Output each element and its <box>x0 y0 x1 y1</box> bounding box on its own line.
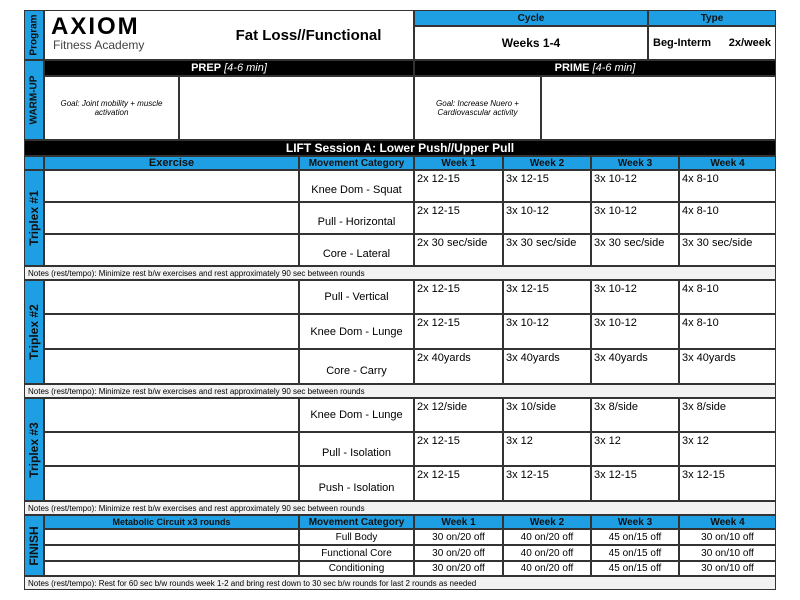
triplex3-w4-2: 3x 12 <box>679 432 776 466</box>
finish-w1-2: 30 on/20 off <box>414 545 503 561</box>
finish-week1-header: Week 1 <box>414 515 503 529</box>
triplex3-category-1: Knee Dom - Lunge <box>299 398 414 432</box>
triplex1-category-3: Core - Lateral <box>299 234 414 266</box>
prime-header <box>414 60 776 76</box>
triplex2-category-1: Pull - Vertical <box>299 280 414 314</box>
type-value <box>648 26 776 60</box>
triplex1-w1-2: 2x 12-15 <box>414 202 503 234</box>
triplex3-w4-3: 3x 12-15 <box>679 466 776 501</box>
finish-w2-3: 40 on/20 off <box>503 561 591 576</box>
session-title: LIFT Session A: Lower Push//Upper Pull <box>24 140 776 156</box>
triplex1-exercise-3[interactable] <box>44 234 299 266</box>
triplex1-w1-3: 2x 30 sec/side <box>414 234 503 266</box>
triplex2-w3-2: 3x 10-12 <box>591 314 679 349</box>
finish-w2-1: 40 on/20 off <box>503 529 591 545</box>
triplex3-category-3: Push - Isolation <box>299 466 414 501</box>
finish-w4-3: 30 on/10 off <box>679 561 776 576</box>
triplex2-category-2: Knee Dom - Lunge <box>299 314 414 349</box>
triplex1-side <box>24 170 44 266</box>
triplex2-side <box>24 280 44 384</box>
prep-time: [4-6 min] <box>224 62 267 74</box>
triplex2-w1-2: 2x 12-15 <box>414 314 503 349</box>
prep-goal: Goal: Joint mobility + muscle activation <box>44 76 179 140</box>
triplex3-exercise-3[interactable] <box>44 466 299 501</box>
triplex2-w2-1: 3x 12-15 <box>503 280 591 314</box>
triplex3-w1-3: 2x 12-15 <box>414 466 503 501</box>
triplex1-category-1: Knee Dom - Squat <box>299 170 414 202</box>
triplex2-exercise-1[interactable] <box>44 280 299 314</box>
triplex2-label: Triplex #2 <box>27 304 41 360</box>
triplex3-w3-3: 3x 12-15 <box>591 466 679 501</box>
triplex2-category-3: Core - Carry <box>299 349 414 384</box>
week1-header: Week 1 <box>414 156 503 170</box>
triplex1-w4-2: 4x 8-10 <box>679 202 776 234</box>
week2-header: Week 2 <box>503 156 591 170</box>
finish-week2-header: Week 2 <box>503 515 591 529</box>
triplex2-w4-2: 4x 8-10 <box>679 314 776 349</box>
prime-time: [4-6 min] <box>592 62 636 74</box>
logo-sub-text: Fitness Academy <box>53 38 145 52</box>
triplex1-category-2: Pull - Horizontal <box>299 202 414 234</box>
triplex2-exercise-2[interactable] <box>44 314 299 349</box>
prep-header <box>44 60 414 76</box>
header-spacer <box>24 156 44 170</box>
triplex2-w2-3: 3x 40yards <box>503 349 591 384</box>
triplex3-w4-1: 3x 8/side <box>679 398 776 432</box>
finish-side <box>24 515 44 576</box>
triplex1-exercise-2[interactable] <box>44 202 299 234</box>
triplex1-note: Notes (rest/tempo): Minimize rest b/w exercises and rest approximately 90 sec between rounds <box>24 266 776 280</box>
triplex2-w4-1: 4x 8-10 <box>679 280 776 314</box>
triplex3-w2-2: 3x 12 <box>503 432 591 466</box>
triplex1-w1-1: 2x 12-15 <box>414 170 503 202</box>
triplex2-w1-3: 2x 40yards <box>414 349 503 384</box>
finish-w2-2: 40 on/20 off <box>503 545 591 561</box>
prep-notes-cell[interactable] <box>179 76 414 140</box>
type-level: Beg-Interm <box>653 37 712 49</box>
cycle-value: Weeks 1-4 <box>414 26 648 60</box>
program-label: Program <box>28 14 40 56</box>
prime-title: PRIME <box>554 62 590 74</box>
program-side-label <box>24 10 44 60</box>
triplex3-category-2: Pull - Isolation <box>299 432 414 466</box>
finish-label: FINISH <box>27 525 41 566</box>
triplex2-w1-1: 2x 12-15 <box>414 280 503 314</box>
prime-goal: Goal: Increase Nuero + Cardiovascular activity <box>414 76 541 140</box>
triplex3-exercise-1[interactable] <box>44 398 299 432</box>
finish-w3-3: 45 on/15 off <box>591 561 679 576</box>
finish-w3-2: 45 on/15 off <box>591 545 679 561</box>
triplex3-label: Triplex #3 <box>27 421 41 478</box>
logo-main-text: AXIOM <box>51 13 140 40</box>
category-header: Movement Category <box>299 156 414 170</box>
triplex3-w1-2: 2x 12-15 <box>414 432 503 466</box>
program-title: Fat Loss//Functional <box>204 10 414 60</box>
finish-w4-1: 30 on/10 off <box>679 529 776 545</box>
triplex1-exercise-1[interactable] <box>44 170 299 202</box>
triplex3-side <box>24 398 44 501</box>
triplex2-w4-3: 3x 40yards <box>679 349 776 384</box>
logo <box>44 10 204 60</box>
triplex1-w3-2: 3x 10-12 <box>591 202 679 234</box>
triplex2-w3-3: 3x 40yards <box>591 349 679 384</box>
type-header: Type <box>648 10 776 26</box>
triplex3-note: Notes (rest/tempo): Minimize rest b/w exercises and rest approximately 90 sec between rounds <box>24 501 776 515</box>
triplex2-w2-2: 3x 10-12 <box>503 314 591 349</box>
finish-w3-1: 45 on/15 off <box>591 529 679 545</box>
week3-header: Week 3 <box>591 156 679 170</box>
warmup-label: WARM-UP <box>28 75 40 125</box>
week4-header: Week 4 <box>679 156 776 170</box>
finish-exercise-2[interactable] <box>44 545 299 561</box>
triplex1-w3-3: 3x 30 sec/side <box>591 234 679 266</box>
triplex2-w3-1: 3x 10-12 <box>591 280 679 314</box>
triplex3-w2-3: 3x 12-15 <box>503 466 591 501</box>
triplex3-exercise-2[interactable] <box>44 432 299 466</box>
triplex3-w1-1: 2x 12/side <box>414 398 503 432</box>
finish-note: Notes (rest/tempo): Rest for 60 sec b/w rounds week 1-2 and bring rest down to 30 sec b/w rounds for last 2 rounds as needed <box>24 576 776 590</box>
type-frequency: 2x/week <box>728 37 771 49</box>
triplex3-w3-2: 3x 12 <box>591 432 679 466</box>
finish-category-3: Conditioning <box>299 561 414 576</box>
triplex1-w2-3: 3x 30 sec/side <box>503 234 591 266</box>
triplex3-w2-1: 3x 10/side <box>503 398 591 432</box>
triplex1-w4-3: 3x 30 sec/side <box>679 234 776 266</box>
exercise-header: Exercise <box>44 156 299 170</box>
finish-category-1: Full Body <box>299 529 414 545</box>
finish-exercise-3[interactable] <box>44 561 299 576</box>
triplex1-label: Triplex #1 <box>27 190 41 246</box>
cycle-header: Cycle <box>414 10 648 26</box>
finish-category-header: Movement Category <box>299 515 414 529</box>
triplex2-exercise-3[interactable] <box>44 349 299 384</box>
prep-title: PREP <box>191 62 222 74</box>
warmup-side-label <box>24 60 44 140</box>
prime-notes-cell[interactable] <box>541 76 776 140</box>
triplex3-w3-1: 3x 8/side <box>591 398 679 432</box>
triplex1-w2-2: 3x 10-12 <box>503 202 591 234</box>
triplex1-w2-1: 3x 12-15 <box>503 170 591 202</box>
triplex2-note: Notes (rest/tempo): Minimize rest b/w exercises and rest approximately 90 sec between rounds <box>24 384 776 398</box>
triplex1-w3-1: 3x 10-12 <box>591 170 679 202</box>
finish-exercise-1[interactable] <box>44 529 299 545</box>
circuit-header: Metabolic Circuit x3 rounds <box>44 515 299 529</box>
finish-category-2: Functional Core <box>299 545 414 561</box>
finish-w1-1: 30 on/20 off <box>414 529 503 545</box>
finish-week4-header: Week 4 <box>679 515 776 529</box>
finish-w4-2: 30 on/10 off <box>679 545 776 561</box>
triplex1-w4-1: 4x 8-10 <box>679 170 776 202</box>
finish-week3-header: Week 3 <box>591 515 679 529</box>
finish-w1-3: 30 on/20 off <box>414 561 503 576</box>
